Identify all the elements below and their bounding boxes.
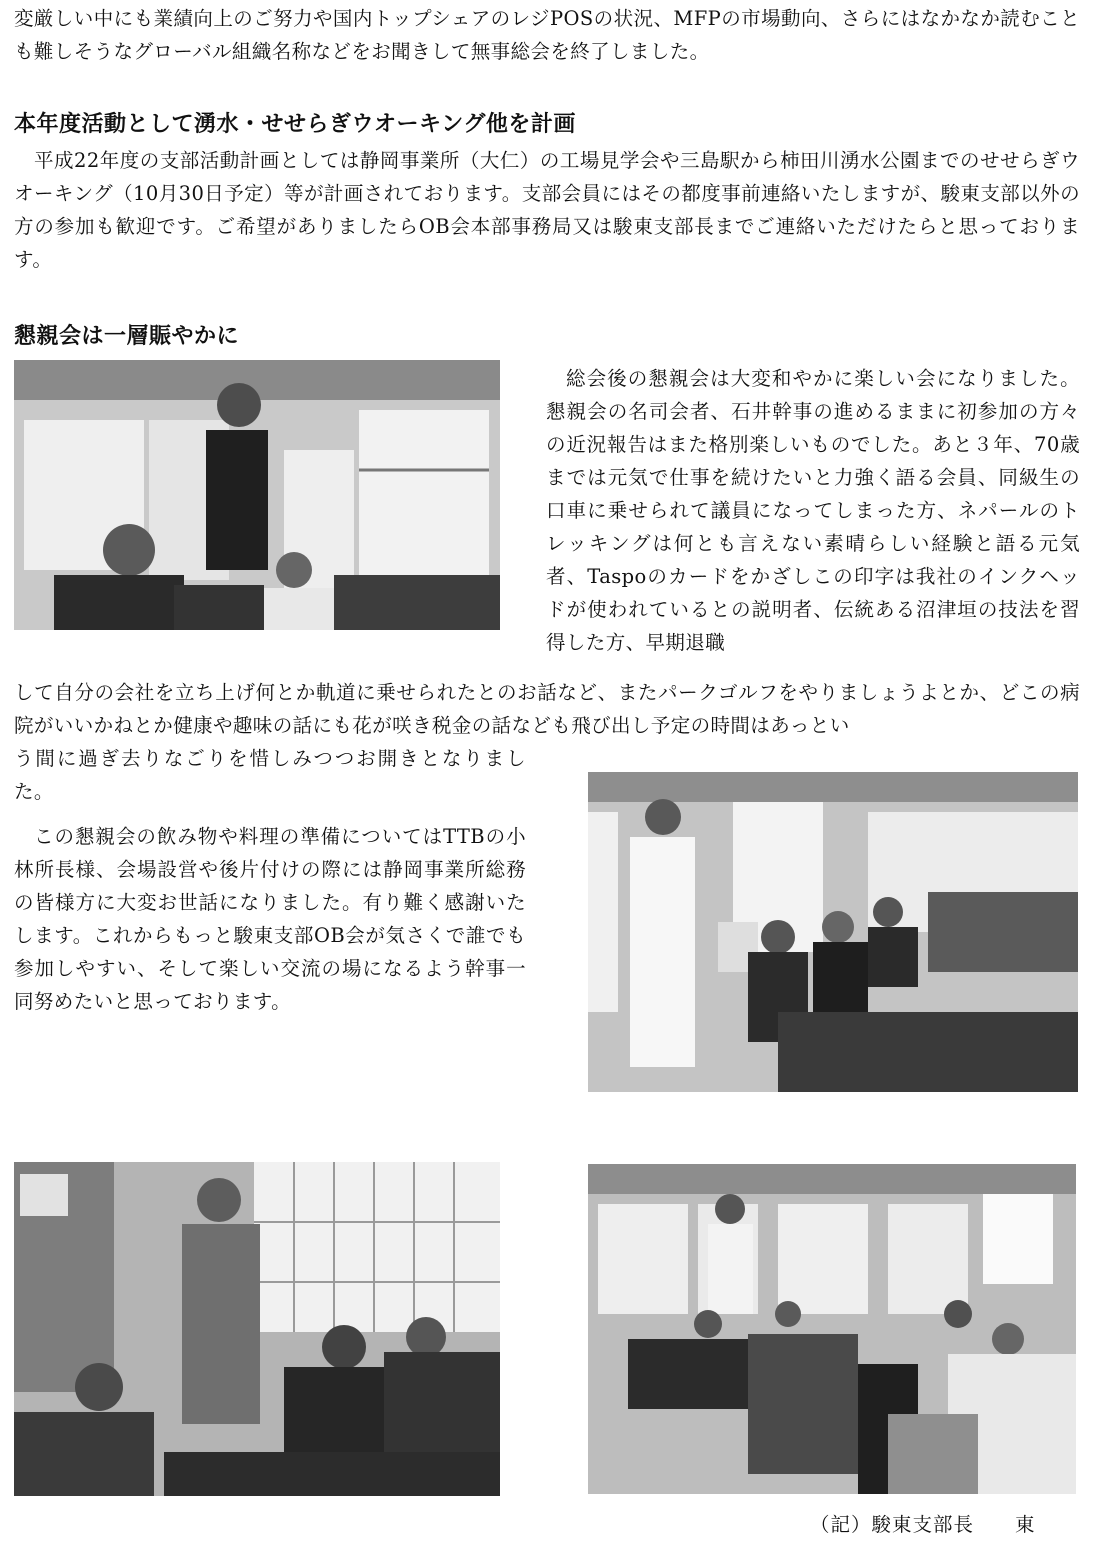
section-heading-party: 懇親会は一層賑やかに <box>14 324 240 349</box>
section-body-party-left: う間に過ぎ去りなごりを惜しみつつお開きとなりました。 <box>14 747 526 803</box>
section-body-party-right: 総会後の懇親会は大変和やかに楽しい会になりました。懇親会の名司会者、石井幹事の進めるままに初参加の方々の近況報告はまた格別楽しいものでした。あと３年、70歳までは元気で仕事を続けたいと力強く語る会員、同級生の口車に乗せられて議員になってしまった方、ネパールのトレッキングは何とも言えない素晴らしい経験と語る元気者、Taspoのカードをかざしこの印字は我社のインクヘッドが使われているとの説明者、伝統ある沼津垣の技法を習得した方、早期退職 <box>546 367 1080 654</box>
section-heading-plan: 本年度活動として湧水・せせらぎウオーキング他を計画 <box>14 112 576 137</box>
photo-banquet-hall <box>588 1164 1076 1494</box>
section-body-party-full: して自分の会社を立ち上げ何とか軌道に乗せられたとのお話など、またパークゴルフをやりましょうよとか、どこの病院がいいかねとか健康や趣味の話にも花が咲き税金の話なども飛び出し予定の時間はあっとい <box>14 681 1080 737</box>
section-body-thanks: この懇親会の飲み物や料理の準備についてはTTBの小林所長様、会場設営や後片付けの際には静岡事業所総務の皆様方に大変お世話になりました。有り難く感謝いたします。これからもっと駿東支部OB会が気さくで誰でも参加しやすい、そして楽しい交流の場になるよう幹事一同努めたいと思っております。 <box>14 825 526 1013</box>
signature: （記）駿東支部長 東 <box>810 1513 1036 1536</box>
intro-paragraph: 変厳しい中にも業績向上のご努力や国内トップシェアのレジPOSの状況、MFPの市場動向、さらにはなかなか読むことも難しそうなグローバル組織名称などをお聞きして無事総会を終了しました。 <box>14 7 1080 63</box>
photo-speaker-jacket <box>14 1162 500 1496</box>
photo-speaker-vest <box>588 772 1078 1092</box>
section-body-plan: 平成22年度の支部活動計画としては静岡事業所（大仁）の工場見学会や三島駅から柿田川湧水公園までのせせらぎウオーキング（10月30日予定）等が計画されております。支部会員にはその都度事前連絡いたしますが、駿東支部以外の方の参加も歓迎です。ご希望がありましたらOB会本部事務局又は駿東支部長までご連絡いただけたらと思っております。 <box>14 149 1080 271</box>
photo-speaker-suit <box>14 360 500 630</box>
